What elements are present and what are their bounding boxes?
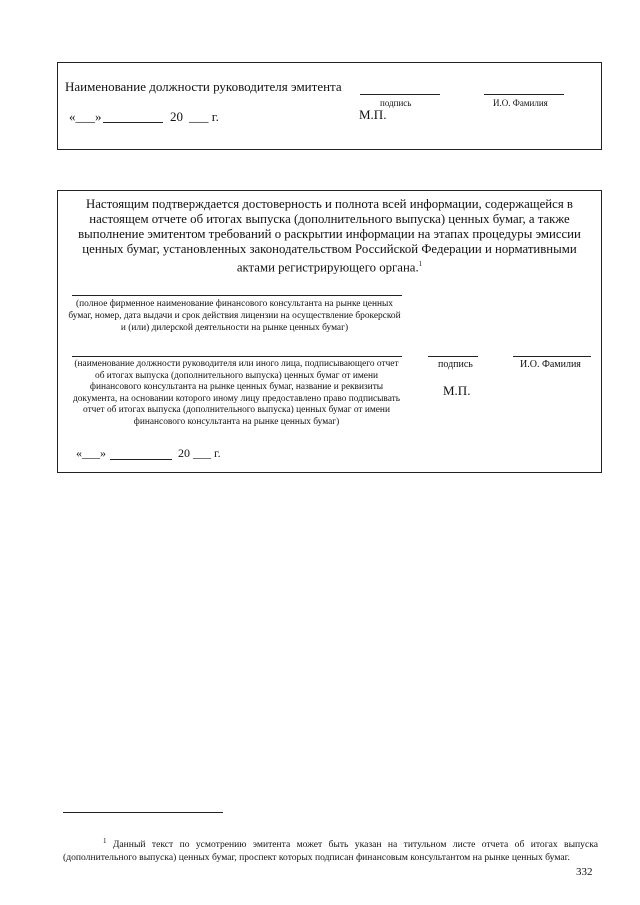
signature-line	[360, 94, 440, 95]
consultant-signature-line	[428, 356, 478, 357]
consultant-date-suffix: ___ г.	[193, 446, 221, 460]
footnote-marker: 1	[103, 837, 107, 845]
footnote-text: Данный текст по усмотрению эмитента может быть указан на титульном листе отчета об итогах выпуска (дополнительного выпуска) ценных бумаг, проспект которых подписан финансовым консультантом на рынке ценных бумаг.	[63, 839, 598, 863]
date-suffix: ___ г.	[189, 109, 219, 124]
consultant-name-caption: И.О. Фамилия	[520, 359, 581, 370]
role-caption: (наименование должности руководителя или иного лица, подписывающего отчет об итогах выпуска (дополнительного выпуска) ценных бумаг от имени финансового консультанта на рынке ценных бумаг, название и реквизиты документа, на основании которого иному лицу предоставлено право подписывать отчет об итогах выпуска (дополнительного выпуска) ценных бумаг от имени финансового консультанта на рынке ценных бумаг)	[72, 359, 401, 427]
footnote	[63, 835, 598, 864]
certification-statement: Настоящим подтверждается достоверность и полнота всей информации, содержащейся в настоящем отчете об итогах выпуска (дополнительного выпуска) ценных бумаг, а также выполнение эмитентом требований о раскрытии информации на этапах процедуры эмиссии ценных бумаг, установленных законодательством Российской Федерации и нормативными актами регистрирующего органа.$^1$	[78, 197, 581, 275]
page-number: 332	[576, 866, 593, 878]
consultant-date-month-line	[110, 459, 172, 460]
name-caption: И.О. Фамилия	[493, 98, 548, 108]
consultant-name-caption-line	[513, 356, 591, 357]
name-line	[484, 94, 564, 95]
position-label: Наименование должности руководителя эмитента	[65, 79, 342, 94]
consultant-date-open-quote: «___»	[76, 446, 106, 460]
consultant-date-year-prefix: 20	[178, 446, 190, 460]
role-line	[72, 356, 402, 357]
consultant-name-line	[72, 295, 402, 296]
consultant-caption: (полное фирменное наименование финансового консультанта на рынке ценных бумаг, номер, дата выдачи и срок действия лицензии на осуществление брокерской и (или) дилерской деятельности на рынке ценных бумаг)	[68, 299, 401, 333]
consultant-signature-caption: подпись	[438, 359, 473, 370]
signature-caption: подпись	[380, 98, 412, 108]
stamp-placeholder: М.П.	[359, 107, 387, 122]
consultant-stamp-placeholder: М.П.	[443, 383, 471, 398]
date-month-line	[103, 122, 163, 123]
footnote-separator	[63, 812, 223, 813]
consultant-certification-block	[57, 190, 602, 473]
issuer-signature-block	[57, 62, 602, 150]
footnote-ref: 1	[418, 260, 423, 268]
date-open-quote: «___»	[69, 109, 102, 124]
date-year-prefix: 20	[170, 109, 183, 124]
